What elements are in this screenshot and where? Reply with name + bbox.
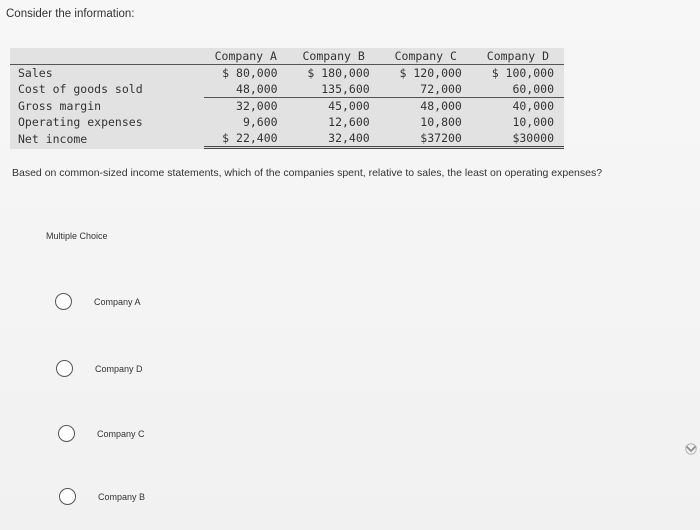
table-cell: 32,000 bbox=[236, 99, 278, 113]
table-cell: 12,600 bbox=[328, 115, 370, 129]
row-label: Net income bbox=[18, 131, 88, 146]
table-header-row bbox=[10, 48, 564, 65]
table-cell: 60,000 bbox=[472, 81, 564, 98]
table-header-cell: Company D bbox=[472, 48, 564, 65]
financial-table bbox=[10, 48, 564, 149]
table-row bbox=[10, 65, 564, 82]
choice-label: Company C bbox=[97, 428, 145, 439]
table-cell: 135,600 bbox=[288, 81, 380, 98]
table-row bbox=[10, 81, 564, 98]
table-cell: $ 80,000 bbox=[222, 66, 278, 80]
table-row bbox=[10, 98, 564, 115]
table-header-cell: Company A bbox=[204, 48, 288, 65]
table-cell: $ 180,000 bbox=[307, 66, 370, 80]
table-cell: $ 120,000 bbox=[399, 66, 462, 80]
table-row bbox=[10, 114, 564, 130]
table-header-cell: Company C bbox=[380, 48, 472, 65]
choice-option-2[interactable] bbox=[56, 360, 143, 377]
chevron-icon[interactable] bbox=[684, 443, 698, 455]
table-cell: 9,600 bbox=[242, 115, 278, 129]
table-cell: 45,000 bbox=[328, 99, 370, 113]
row-label: Operating expenses bbox=[18, 115, 143, 129]
table-cell: 72,000 bbox=[380, 81, 472, 98]
choice-option-1[interactable] bbox=[55, 293, 141, 310]
table-cell: 10,000 bbox=[512, 115, 554, 129]
intro-text: Consider the information: bbox=[6, 8, 135, 20]
table-header-empty bbox=[10, 48, 204, 65]
table-header-cell: Company B bbox=[288, 48, 380, 65]
row-label: Gross margin bbox=[18, 98, 102, 113]
table-cell: 10,800 bbox=[420, 115, 462, 129]
table-cell: $37200 bbox=[380, 130, 472, 148]
multiple-choice-label: Multiple Choice bbox=[46, 231, 108, 241]
row-label: Cost of goods sold bbox=[18, 82, 143, 97]
table-cell: 32,400 bbox=[288, 130, 380, 148]
choice-option-4[interactable] bbox=[59, 488, 145, 505]
question-text: Based on common-sized income statements, which of the companies spent, relative to sales, the least on operating expenses? bbox=[12, 167, 603, 179]
radio-button[interactable] bbox=[59, 488, 76, 505]
table-cell: 40,000 bbox=[512, 99, 554, 113]
choice-option-3[interactable] bbox=[58, 425, 145, 442]
table-cell: $ 22,400 bbox=[204, 130, 288, 148]
table-cell: $ 100,000 bbox=[491, 66, 554, 80]
table-cell: $30000 bbox=[472, 130, 564, 148]
row-label: Sales bbox=[18, 66, 53, 80]
table-cell: 48,000 bbox=[204, 81, 288, 98]
radio-button[interactable] bbox=[56, 360, 73, 377]
choice-label: Company B bbox=[98, 491, 146, 502]
choice-label: Company A bbox=[94, 296, 141, 307]
radio-button[interactable] bbox=[55, 293, 72, 310]
table-row bbox=[10, 130, 564, 148]
table-cell: 48,000 bbox=[420, 99, 462, 113]
choice-label: Company D bbox=[95, 363, 143, 374]
radio-button[interactable] bbox=[58, 425, 75, 442]
